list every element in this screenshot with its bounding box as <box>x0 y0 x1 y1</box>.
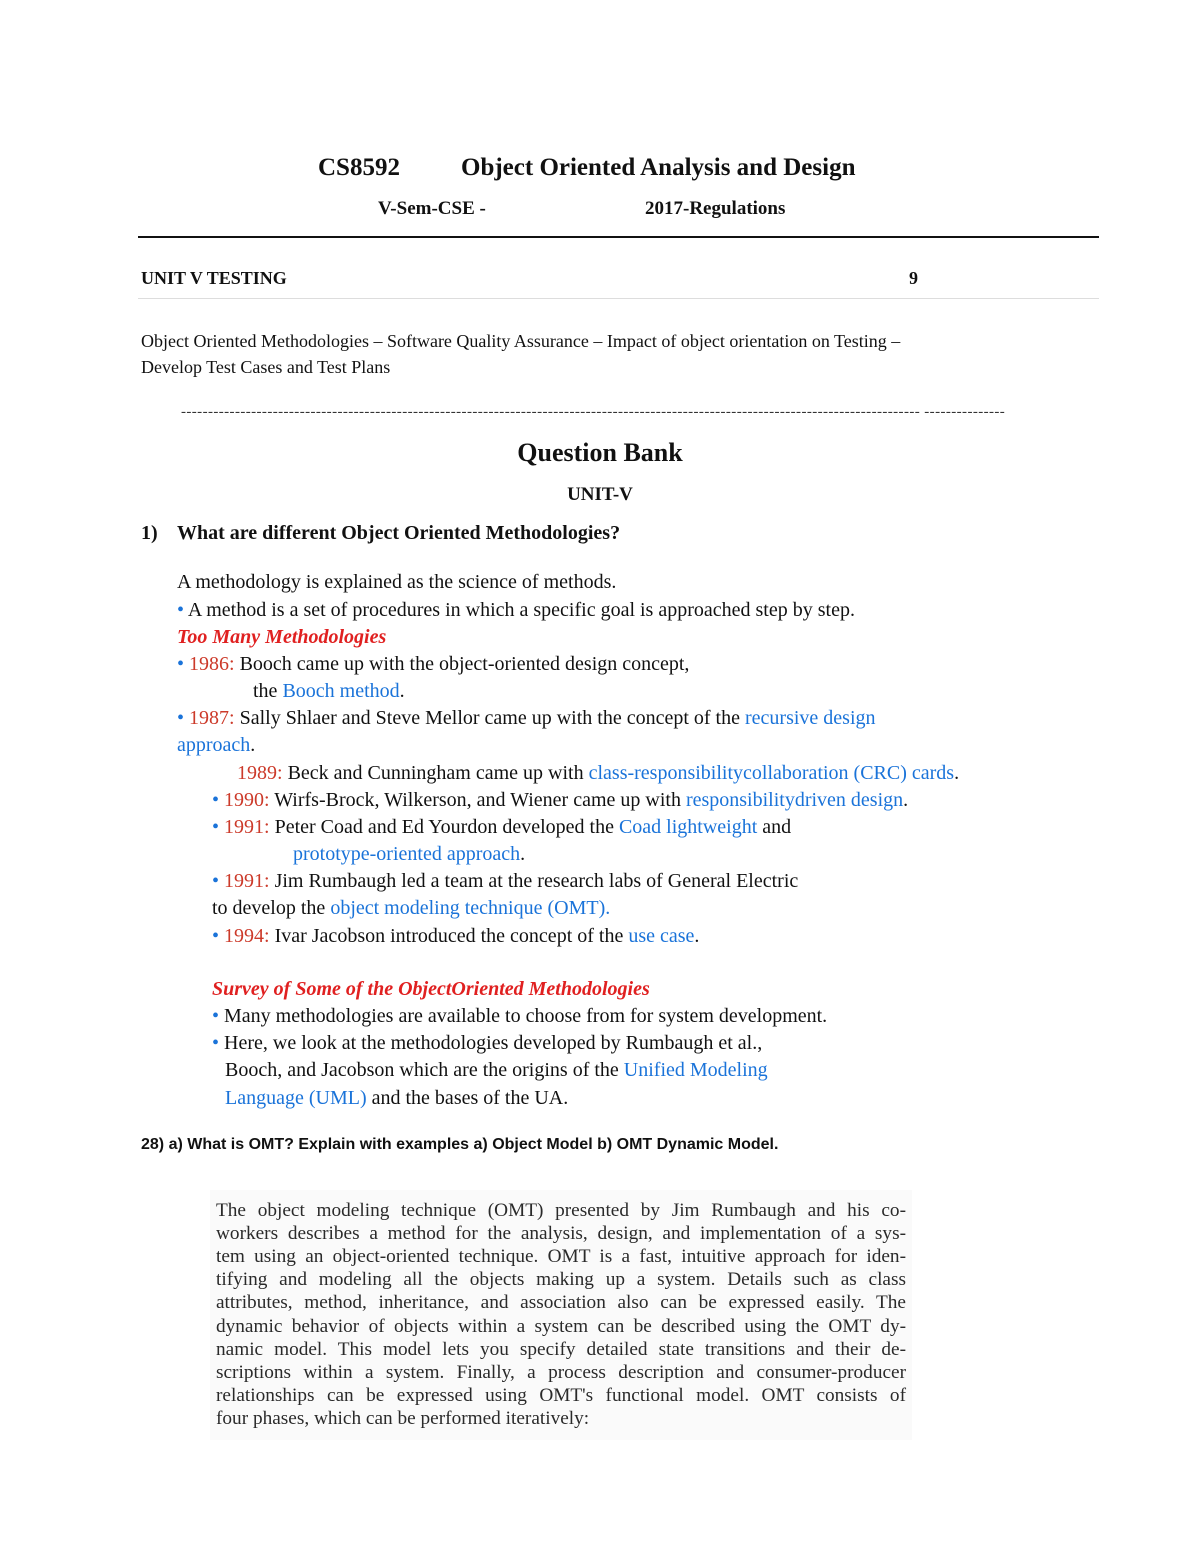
link-prototype-oriented-approach[interactable]: prototype-oriented approach <box>293 843 521 865</box>
bullet-icon: • <box>177 653 185 675</box>
excerpt-line: attributes, method, inheritance, and association also can be expressed easily. The <box>216 1292 906 1313</box>
section-heading: Survey of Some of the ObjectOriented Methodologies <box>212 978 650 1000</box>
year-label: 1986: <box>184 653 235 675</box>
item-text: Jim Rumbaugh led a team at the research labs of General Electric <box>269 870 799 892</box>
excerpt-line: tem using an object-oriented technique. OMT is a fast, intuitive approach for iden- <box>216 1246 906 1267</box>
unit-divider <box>138 298 1099 299</box>
method-definition: A method is a set of procedures in which a specific goal is approached step by step. <box>184 599 855 621</box>
timeline-item-1990 <box>212 789 908 812</box>
year-label: 1994: <box>219 925 270 947</box>
excerpt-line: tifying and modeling all the objects making up a system. Details such as class <box>216 1269 906 1290</box>
syllabus-line: Object Oriented Methodologies – Software Quality Assurance – Impact of object orientation on Testing – <box>141 331 901 351</box>
course-code: CS8592 <box>318 154 400 181</box>
excerpt-line: namic model. This model lets you specify detailed state transitions and their de- <box>216 1339 906 1360</box>
excerpt-line: workers describes a method for the analysis, design, and implementation of a sys- <box>216 1223 906 1244</box>
year-label: 1989: <box>237 762 283 784</box>
item-text: to develop the <box>212 897 331 919</box>
excerpt-line: The object modeling technique (OMT) presented by Jim Rumbaugh and his co- <box>216 1200 906 1221</box>
timeline-item-1986-cont <box>253 680 405 703</box>
link-uml[interactable]: Language (UML) <box>225 1087 367 1109</box>
question-text: What are different Object Oriented Methodologies? <box>177 522 621 544</box>
timeline-item-1991b <box>212 870 798 893</box>
header-divider <box>138 236 1099 238</box>
timeline-item-1994 <box>212 925 699 948</box>
punctuation: . <box>399 680 405 702</box>
link-recursive-design-approach[interactable]: approach <box>177 734 251 756</box>
item-text: the <box>253 680 283 702</box>
survey-item <box>212 1005 827 1028</box>
survey-item-cont <box>225 1059 768 1082</box>
bullet-icon: • <box>177 599 185 621</box>
timeline-item-1987-cont <box>177 734 255 757</box>
link-responsibility-driven-design[interactable]: responsibilitydriven design <box>685 789 904 811</box>
item-text: and <box>757 816 792 838</box>
punctuation: . <box>954 762 960 784</box>
question-bank-unit: UNIT-V <box>567 484 633 505</box>
link-recursive-design[interactable]: recursive design <box>745 707 876 729</box>
bullet-icon: • <box>177 707 185 729</box>
survey-item-cont <box>225 1087 568 1110</box>
survey-item <box>212 1032 762 1055</box>
syllabus-line: Develop Test Cases and Test Plans <box>141 357 391 377</box>
item-text: Booch, and Jacobson which are the origins of the <box>225 1059 624 1081</box>
semester: V-Sem-CSE - <box>378 198 486 219</box>
link-unified-modeling[interactable]: Unified Modeling <box>623 1059 768 1081</box>
year-label: 1990: <box>219 789 270 811</box>
item-text: Peter Coad and Ed Yourdon developed the <box>269 816 619 838</box>
dashed-separator: ----------------------------------------------------------------------------------------------------------------------------------------- --------------- <box>181 404 1006 420</box>
item-text: Booch came up with the object-oriented design concept, <box>234 653 690 675</box>
question-number: 1) <box>141 522 158 544</box>
link-omt[interactable]: object modeling technique (OMT). <box>330 897 611 919</box>
question-bank-title: Question Bank <box>517 438 683 467</box>
item-text: Wirfs-Brock, Wilkerson, and Wiener came up with <box>269 789 686 811</box>
timeline-item-1987 <box>177 707 876 730</box>
answer-line <box>177 599 855 622</box>
item-text: Many methodologies are available to choose from for system development. <box>219 1005 828 1027</box>
question-28: 28) a) What is OMT? Explain with examples a) Object Model b) OMT Dynamic Model. <box>141 1136 779 1153</box>
timeline-item-1991a-cont <box>293 843 525 866</box>
bullet-icon: • <box>212 925 220 947</box>
bullet-icon: • <box>212 870 220 892</box>
unit-hours: 9 <box>909 268 918 288</box>
timeline-item-1991a <box>212 816 791 839</box>
punctuation: . <box>903 789 909 811</box>
regulation: 2017-Regulations <box>645 198 786 219</box>
timeline-item-1989 <box>237 762 959 785</box>
link-coad-lightweight[interactable]: Coad lightweight <box>618 816 758 838</box>
answer-line <box>177 571 616 594</box>
item-text: Ivar Jacobson introduced the concept of the <box>269 925 629 947</box>
item-text: Beck and Cunningham came up with <box>282 762 589 784</box>
excerpt-line: relationships can be expressed using OMT's functional model. OMT consists of <box>216 1385 906 1406</box>
punctuation: . <box>250 734 256 756</box>
link-use-case[interactable]: use case <box>628 925 695 947</box>
excerpt-line: scriptions within a system. Finally, a process description and consumer-producer <box>216 1362 906 1383</box>
item-text: Sally Shlaer and Steve Mellor came up with the concept of the <box>234 707 745 729</box>
item-text: and the bases of the UA. <box>366 1087 569 1109</box>
year-label: 1991: <box>219 816 270 838</box>
excerpt-line: dynamic behavior of objects within a system can be described using the OMT dy- <box>216 1316 906 1337</box>
excerpt-line: four phases, which can be performed iteratively: <box>216 1408 590 1429</box>
intro-text: A methodology is explained as the science of methods. <box>177 571 617 593</box>
course-name: Object Oriented Analysis and Design <box>461 154 856 181</box>
bullet-icon: • <box>212 1032 220 1054</box>
year-label: 1991: <box>219 870 270 892</box>
timeline-item-1991b-cont <box>212 897 610 920</box>
unit-title: UNIT V TESTING <box>141 268 287 288</box>
bullet-icon: • <box>212 1005 220 1027</box>
item-text: Here, we look at the methodologies developed by Rumbaugh et al., <box>219 1032 763 1054</box>
document-title <box>0 154 1200 190</box>
bullet-icon: • <box>212 816 220 838</box>
timeline-item-1986 <box>177 653 689 676</box>
punctuation: . <box>694 925 700 947</box>
section-heading: Too Many Methodologies <box>177 626 387 648</box>
unit-syllabus <box>141 328 1081 380</box>
punctuation: . <box>520 843 526 865</box>
year-label: 1987: <box>184 707 235 729</box>
bullet-icon: • <box>212 789 220 811</box>
link-booch-method[interactable]: Booch method <box>282 680 400 702</box>
link-crc-cards[interactable]: class-responsibilitycollaboration (CRC) cards <box>588 762 955 784</box>
scanned-excerpt-image <box>210 1190 912 1440</box>
